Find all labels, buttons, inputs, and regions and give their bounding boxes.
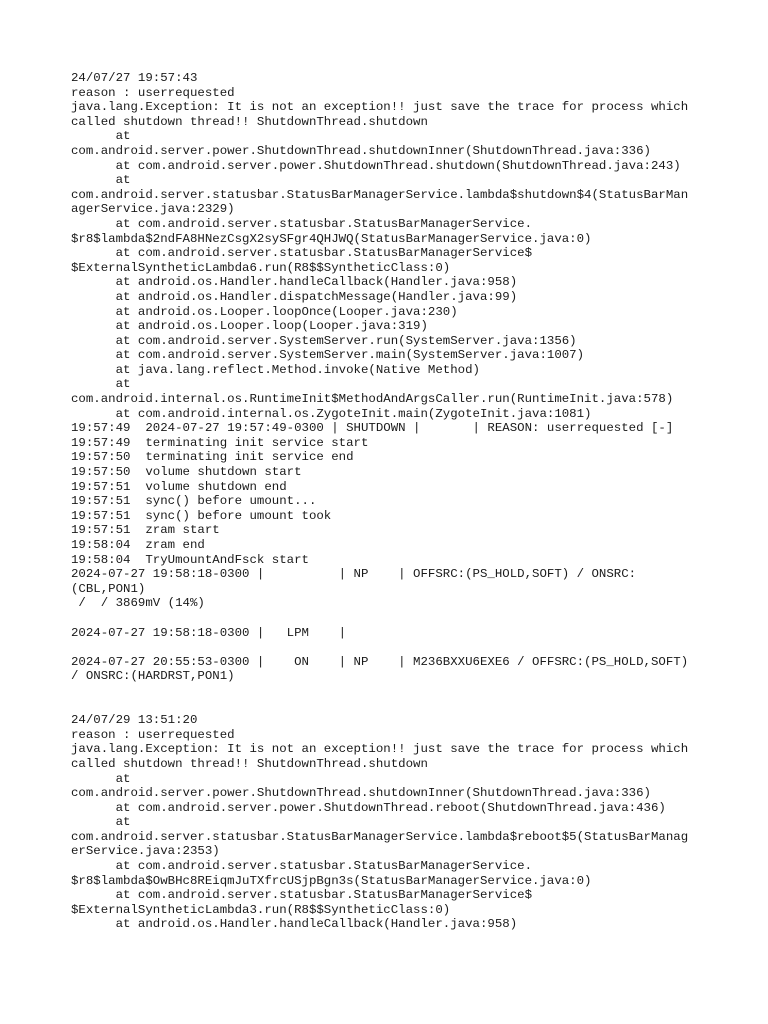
log-line: at com.android.server.SystemServer.run(SystemServer.java:1356)	[71, 333, 577, 348]
log-line: 19:57:51 sync() before umount...	[71, 494, 317, 509]
log-line: at com.android.server.statusbar.StatusBarManagerService.	[71, 859, 533, 874]
log-line	[71, 699, 711, 714]
log-line: $r8$lambda$2ndFA8HNezCsgX2sySFgr4QHJWQ(StatusBarManagerService.java:0)	[71, 231, 592, 246]
log-line: 19:58:04 zram end	[71, 538, 205, 552]
log-line: at android.os.Handler.handleCallback(Handler.java:958)	[71, 917, 518, 932]
log-line: reason : userrequested	[71, 85, 235, 100]
log-line: 24/07/29 13:51:20	[71, 713, 198, 728]
log-line: at android.os.Looper.loop(Looper.java:319)	[71, 319, 428, 334]
log-line: at android.os.Looper.loopOnce(Looper.java:230)	[71, 304, 458, 319]
log-line: at com.android.internal.os.ZygoteInit.main(ZygoteInit.java:1081)	[71, 406, 592, 421]
log-line: com.android.server.power.ShutdownThread.shutdownInner(ShutdownThread.java:336)	[71, 786, 651, 801]
log-line: at android.os.Handler.dispatchMessage(Handler.java:99)	[71, 289, 518, 304]
log-line: at com.android.server.statusbar.StatusBarManagerService$	[71, 888, 533, 903]
log-line: at com.android.server.statusbar.StatusBarManagerService$	[71, 246, 533, 261]
log-line: at android.os.Handler.handleCallback(Handler.java:958)	[71, 275, 518, 290]
log-line: at	[71, 377, 131, 392]
log-line: 19:57:51 zram start	[71, 523, 220, 538]
log-line: 24/07/27 19:57:43	[71, 71, 198, 85]
log-line	[71, 684, 711, 699]
log-line: at	[71, 771, 131, 786]
log-line: at	[71, 129, 131, 144]
log-line: (CBL,PON1)	[71, 581, 146, 596]
log-line: com.android.server.statusbar.StatusBarManagerService.lambda$reboot$5(StatusBarManag	[71, 829, 689, 844]
log-line: 2024-07-27 20:55:53-0300 | ON | NP | M236BXXU6EXE6 / OFFSRC:(PS_HOLD,SOFT)	[71, 654, 689, 669]
log-document	[71, 71, 711, 932]
log-line: 2024-07-27 19:58:18-0300 | LPM |	[71, 625, 347, 640]
log-line: $ExternalSyntheticLambda6.run(R8$$SyntheticClass:0)	[71, 260, 451, 275]
log-line: 19:57:49 terminating init service start	[71, 435, 369, 450]
log-line: 19:57:50 terminating init service end	[71, 450, 354, 465]
log-line: called shutdown thread!! ShutdownThread.shutdown	[71, 756, 428, 771]
log-line: reason : userrequested	[71, 727, 235, 742]
log-line	[71, 611, 711, 626]
log-line: called shutdown thread!! ShutdownThread.shutdown	[71, 114, 428, 129]
log-line: at com.android.server.power.ShutdownThread.shutdown(ShutdownThread.java:243)	[71, 158, 681, 173]
log-line: com.android.server.statusbar.StatusBarManagerService.lambda$shutdown$4(StatusBarMan	[71, 187, 689, 202]
log-line: com.android.server.power.ShutdownThread.shutdownInner(ShutdownThread.java:336)	[71, 143, 651, 158]
log-line	[71, 640, 711, 655]
log-line: java.lang.Exception: It is not an exception!! just save the trace for process which	[71, 742, 689, 757]
log-line: / ONSRC:(HARDRST,PON1)	[71, 669, 235, 684]
log-line: at	[71, 173, 131, 188]
log-line: 19:58:04 TryUmountAndFsck start	[71, 552, 309, 567]
log-line: agerService.java:2329)	[71, 202, 235, 217]
log-line: at com.android.server.statusbar.StatusBarManagerService.	[71, 216, 533, 231]
log-line: at com.android.server.SystemServer.main(SystemServer.java:1007)	[71, 348, 585, 363]
log-line: 19:57:49 2024-07-27 19:57:49-0300 | SHUTDOWN | | REASON: userrequested [-]	[71, 421, 674, 436]
log-line: at	[71, 815, 131, 830]
log-line: 2024-07-27 19:58:18-0300 | | NP | OFFSRC:(PS_HOLD,SOFT) / ONSRC:	[71, 567, 637, 582]
log-line: 19:57:51 volume shutdown end	[71, 479, 287, 494]
log-line: / / 3869mV (14%)	[71, 596, 205, 611]
log-line: java.lang.Exception: It is not an exception!! just save the trace for process which	[71, 100, 689, 115]
log-line: $ExternalSyntheticLambda3.run(R8$$SyntheticClass:0)	[71, 902, 451, 917]
log-line: at java.lang.reflect.Method.invoke(Native Method)	[71, 362, 480, 377]
log-line: 19:57:50 volume shutdown start	[71, 465, 302, 480]
log-line: $r8$lambda$OwBHc8REiqmJuTXfrcUSjpBgn3s(StatusBarManagerService.java:0)	[71, 873, 592, 888]
log-line: 19:57:51 sync() before umount took	[71, 508, 332, 523]
log-line: com.android.internal.os.RuntimeInit$MethodAndArgsCaller.run(RuntimeInit.java:578)	[71, 392, 674, 407]
log-line: erService.java:2353)	[71, 844, 220, 859]
log-line: at com.android.server.power.ShutdownThread.reboot(ShutdownThread.java:436)	[71, 800, 666, 815]
